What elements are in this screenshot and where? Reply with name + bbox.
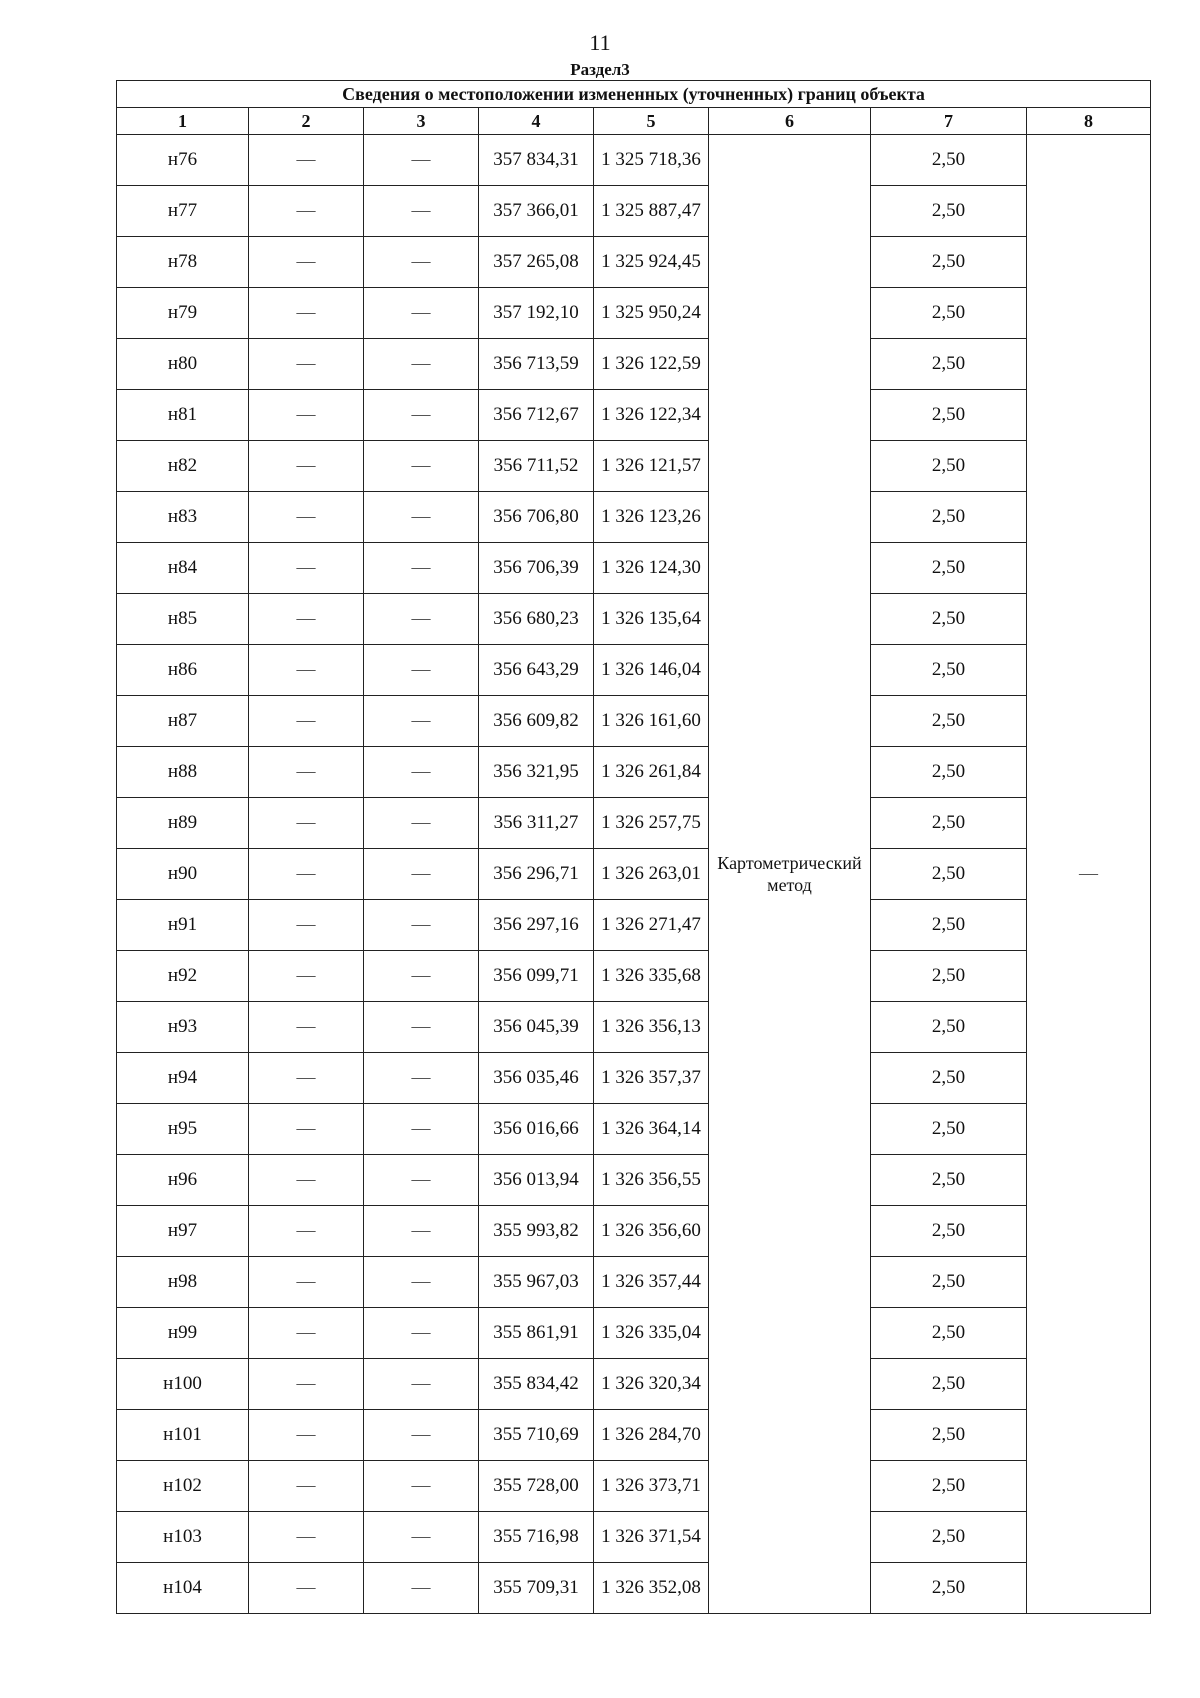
- col2-cell: —: [249, 1410, 364, 1461]
- column-header: 4: [479, 108, 594, 135]
- y-coordinate-cell: 1 326 263,01: [594, 849, 709, 900]
- accuracy-cell: 2,50: [871, 747, 1027, 798]
- col2-cell: —: [249, 492, 364, 543]
- point-id-cell: н89: [117, 798, 249, 849]
- col3-cell: —: [364, 1257, 479, 1308]
- col3-cell: —: [364, 594, 479, 645]
- x-coordinate-cell: 356 643,29: [479, 645, 594, 696]
- column-header: 3: [364, 108, 479, 135]
- accuracy-cell: 2,50: [871, 645, 1027, 696]
- table-row: [117, 1512, 1151, 1563]
- col3-cell: —: [364, 339, 479, 390]
- point-id-cell: н78: [117, 237, 249, 288]
- col3-cell: —: [364, 135, 479, 186]
- col3-cell: —: [364, 1002, 479, 1053]
- col3-cell: —: [364, 1308, 479, 1359]
- x-coordinate-cell: 355 709,31: [479, 1563, 594, 1614]
- point-id-cell: н84: [117, 543, 249, 594]
- point-id-cell: н87: [117, 696, 249, 747]
- point-id-cell: н97: [117, 1206, 249, 1257]
- table-row: [117, 1308, 1151, 1359]
- accuracy-cell: 2,50: [871, 441, 1027, 492]
- accuracy-cell: 2,50: [871, 135, 1027, 186]
- table-row: [117, 1257, 1151, 1308]
- x-coordinate-cell: 355 993,82: [479, 1206, 594, 1257]
- column-header: 7: [871, 108, 1027, 135]
- col2-cell: —: [249, 1155, 364, 1206]
- col2-cell: —: [249, 1563, 364, 1614]
- x-coordinate-cell: 355 710,69: [479, 1410, 594, 1461]
- col2-cell: —: [249, 1359, 364, 1410]
- x-coordinate-cell: 356 016,66: [479, 1104, 594, 1155]
- x-coordinate-cell: 357 192,10: [479, 288, 594, 339]
- col3-cell: —: [364, 237, 479, 288]
- col2-cell: —: [249, 1104, 364, 1155]
- x-coordinate-cell: 356 706,80: [479, 492, 594, 543]
- table-row: [117, 1359, 1151, 1410]
- col3-cell: —: [364, 696, 479, 747]
- point-id-cell: н92: [117, 951, 249, 1002]
- table-row: [117, 1563, 1151, 1614]
- accuracy-cell: 2,50: [871, 696, 1027, 747]
- column-header-row: [117, 108, 1151, 135]
- x-coordinate-cell: 357 265,08: [479, 237, 594, 288]
- point-id-cell: н95: [117, 1104, 249, 1155]
- y-coordinate-cell: 1 326 123,26: [594, 492, 709, 543]
- col3-cell: —: [364, 1104, 479, 1155]
- accuracy-cell: 2,50: [871, 1002, 1027, 1053]
- table-row: [117, 594, 1151, 645]
- y-coordinate-cell: 1 325 718,36: [594, 135, 709, 186]
- col3-cell: —: [364, 1053, 479, 1104]
- col2-cell: —: [249, 135, 364, 186]
- x-coordinate-cell: 356 297,16: [479, 900, 594, 951]
- col3-cell: —: [364, 1461, 479, 1512]
- table-row: [117, 1410, 1151, 1461]
- table-row: [117, 798, 1151, 849]
- x-coordinate-cell: 355 728,00: [479, 1461, 594, 1512]
- accuracy-cell: 2,50: [871, 849, 1027, 900]
- y-coordinate-cell: 1 326 257,75: [594, 798, 709, 849]
- x-coordinate-cell: 356 609,82: [479, 696, 594, 747]
- point-id-cell: н77: [117, 186, 249, 237]
- y-coordinate-cell: 1 326 356,60: [594, 1206, 709, 1257]
- accuracy-cell: 2,50: [871, 492, 1027, 543]
- col2-cell: —: [249, 441, 364, 492]
- col3-cell: —: [364, 390, 479, 441]
- point-id-cell: н98: [117, 1257, 249, 1308]
- x-coordinate-cell: 357 834,31: [479, 135, 594, 186]
- point-id-cell: н99: [117, 1308, 249, 1359]
- col3-cell: —: [364, 1410, 479, 1461]
- point-id-cell: н76: [117, 135, 249, 186]
- point-id-cell: н82: [117, 441, 249, 492]
- table-body: [117, 135, 1151, 1614]
- y-coordinate-cell: 1 325 950,24: [594, 288, 709, 339]
- y-coordinate-cell: 1 326 373,71: [594, 1461, 709, 1512]
- point-id-cell: н86: [117, 645, 249, 696]
- col3-cell: —: [364, 951, 479, 1002]
- x-coordinate-cell: 356 035,46: [479, 1053, 594, 1104]
- y-coordinate-cell: 1 326 335,68: [594, 951, 709, 1002]
- accuracy-cell: 2,50: [871, 339, 1027, 390]
- point-id-cell: н88: [117, 747, 249, 798]
- col2-cell: —: [249, 1257, 364, 1308]
- table-row: [117, 696, 1151, 747]
- table-row: [117, 951, 1151, 1002]
- y-coordinate-cell: 1 326 356,55: [594, 1155, 709, 1206]
- point-id-cell: н83: [117, 492, 249, 543]
- x-coordinate-cell: 356 680,23: [479, 594, 594, 645]
- point-id-cell: н81: [117, 390, 249, 441]
- x-coordinate-cell: 356 013,94: [479, 1155, 594, 1206]
- col2-cell: —: [249, 798, 364, 849]
- table-row: [117, 339, 1151, 390]
- section-label: Раздел3: [570, 60, 630, 79]
- column-header: 5: [594, 108, 709, 135]
- col3-cell: —: [364, 543, 479, 594]
- y-coordinate-cell: 1 326 284,70: [594, 1410, 709, 1461]
- table-row: [117, 1155, 1151, 1206]
- x-coordinate-cell: 357 366,01: [479, 186, 594, 237]
- col3-cell: —: [364, 1359, 479, 1410]
- page-number: 11: [589, 30, 611, 55]
- col8-cell: —: [1027, 135, 1151, 1614]
- accuracy-cell: 2,50: [871, 900, 1027, 951]
- y-coordinate-cell: 1 326 320,34: [594, 1359, 709, 1410]
- table-row: [117, 747, 1151, 798]
- y-coordinate-cell: 1 326 261,84: [594, 747, 709, 798]
- table-row: [117, 186, 1151, 237]
- col3-cell: —: [364, 492, 479, 543]
- x-coordinate-cell: 355 861,91: [479, 1308, 594, 1359]
- accuracy-cell: 2,50: [871, 1410, 1027, 1461]
- col2-cell: —: [249, 951, 364, 1002]
- y-coordinate-cell: 1 326 352,08: [594, 1563, 709, 1614]
- point-id-cell: н96: [117, 1155, 249, 1206]
- col3-cell: —: [364, 1155, 479, 1206]
- y-coordinate-cell: 1 326 135,64: [594, 594, 709, 645]
- y-coordinate-cell: 1 326 122,34: [594, 390, 709, 441]
- x-coordinate-cell: 355 967,03: [479, 1257, 594, 1308]
- point-id-cell: н93: [117, 1002, 249, 1053]
- y-coordinate-cell: 1 325 924,45: [594, 237, 709, 288]
- accuracy-cell: 2,50: [871, 1512, 1027, 1563]
- accuracy-cell: 2,50: [871, 288, 1027, 339]
- boundary-table: [116, 80, 1151, 1614]
- x-coordinate-cell: 356 045,39: [479, 1002, 594, 1053]
- accuracy-cell: 2,50: [871, 1053, 1027, 1104]
- col3-cell: —: [364, 849, 479, 900]
- col3-cell: —: [364, 798, 479, 849]
- x-coordinate-cell: 356 311,27: [479, 798, 594, 849]
- accuracy-cell: 2,50: [871, 1206, 1027, 1257]
- accuracy-cell: 2,50: [871, 951, 1027, 1002]
- y-coordinate-cell: 1 326 161,60: [594, 696, 709, 747]
- point-id-cell: н104: [117, 1563, 249, 1614]
- table-row: [117, 849, 1151, 900]
- point-id-cell: н94: [117, 1053, 249, 1104]
- col2-cell: —: [249, 1206, 364, 1257]
- table-row: [117, 237, 1151, 288]
- y-coordinate-cell: 1 326 122,59: [594, 339, 709, 390]
- col2-cell: —: [249, 339, 364, 390]
- x-coordinate-cell: 355 834,42: [479, 1359, 594, 1410]
- col3-cell: —: [364, 288, 479, 339]
- table-row: [117, 1053, 1151, 1104]
- point-id-cell: н102: [117, 1461, 249, 1512]
- col2-cell: —: [249, 1512, 364, 1563]
- col2-cell: —: [249, 849, 364, 900]
- column-header: 6: [709, 108, 871, 135]
- x-coordinate-cell: 356 713,59: [479, 339, 594, 390]
- accuracy-cell: 2,50: [871, 798, 1027, 849]
- x-coordinate-cell: 356 099,71: [479, 951, 594, 1002]
- col3-cell: —: [364, 186, 479, 237]
- method-cell: Картометрический метод: [709, 135, 871, 1614]
- x-coordinate-cell: 356 321,95: [479, 747, 594, 798]
- column-header: 8: [1027, 108, 1151, 135]
- y-coordinate-cell: 1 326 357,37: [594, 1053, 709, 1104]
- x-coordinate-cell: 356 296,71: [479, 849, 594, 900]
- accuracy-cell: 2,50: [871, 594, 1027, 645]
- col2-cell: —: [249, 645, 364, 696]
- table-row: [117, 900, 1151, 951]
- y-coordinate-cell: 1 325 887,47: [594, 186, 709, 237]
- y-coordinate-cell: 1 326 271,47: [594, 900, 709, 951]
- column-header: 2: [249, 108, 364, 135]
- y-coordinate-cell: 1 326 121,57: [594, 441, 709, 492]
- accuracy-cell: 2,50: [871, 1359, 1027, 1410]
- point-id-cell: н80: [117, 339, 249, 390]
- table-title-row: [117, 81, 1151, 108]
- table-row: [117, 1206, 1151, 1257]
- y-coordinate-cell: 1 326 364,14: [594, 1104, 709, 1155]
- col2-cell: —: [249, 390, 364, 441]
- col2-cell: —: [249, 594, 364, 645]
- col3-cell: —: [364, 1563, 479, 1614]
- y-coordinate-cell: 1 326 357,44: [594, 1257, 709, 1308]
- y-coordinate-cell: 1 326 356,13: [594, 1002, 709, 1053]
- point-id-cell: н85: [117, 594, 249, 645]
- col2-cell: —: [249, 543, 364, 594]
- table-row: [117, 1104, 1151, 1155]
- point-id-cell: н90: [117, 849, 249, 900]
- col2-cell: —: [249, 1461, 364, 1512]
- table-row: [117, 390, 1151, 441]
- y-coordinate-cell: 1 326 124,30: [594, 543, 709, 594]
- col3-cell: —: [364, 1512, 479, 1563]
- col2-cell: —: [249, 186, 364, 237]
- point-id-cell: н101: [117, 1410, 249, 1461]
- x-coordinate-cell: 356 706,39: [479, 543, 594, 594]
- table-row: [117, 492, 1151, 543]
- col2-cell: —: [249, 696, 364, 747]
- accuracy-cell: 2,50: [871, 543, 1027, 594]
- accuracy-cell: 2,50: [871, 186, 1027, 237]
- table-row: [117, 1461, 1151, 1512]
- y-coordinate-cell: 1 326 371,54: [594, 1512, 709, 1563]
- x-coordinate-cell: 355 716,98: [479, 1512, 594, 1563]
- accuracy-cell: 2,50: [871, 1155, 1027, 1206]
- accuracy-cell: 2,50: [871, 1308, 1027, 1359]
- accuracy-cell: 2,50: [871, 1257, 1027, 1308]
- col2-cell: —: [249, 1308, 364, 1359]
- point-id-cell: н103: [117, 1512, 249, 1563]
- table-row: [117, 543, 1151, 594]
- col2-cell: —: [249, 288, 364, 339]
- table-row: [117, 1002, 1151, 1053]
- accuracy-cell: 2,50: [871, 1563, 1027, 1614]
- col2-cell: —: [249, 747, 364, 798]
- col2-cell: —: [249, 1053, 364, 1104]
- point-id-cell: н100: [117, 1359, 249, 1410]
- table-row: [117, 645, 1151, 696]
- accuracy-cell: 2,50: [871, 1104, 1027, 1155]
- col3-cell: —: [364, 900, 479, 951]
- y-coordinate-cell: 1 326 335,04: [594, 1308, 709, 1359]
- table-row: [117, 135, 1151, 186]
- accuracy-cell: 2,50: [871, 390, 1027, 441]
- col3-cell: —: [364, 441, 479, 492]
- point-id-cell: н79: [117, 288, 249, 339]
- col2-cell: —: [249, 900, 364, 951]
- table-row: [117, 441, 1151, 492]
- col3-cell: —: [364, 645, 479, 696]
- table-row: [117, 288, 1151, 339]
- y-coordinate-cell: 1 326 146,04: [594, 645, 709, 696]
- x-coordinate-cell: 356 711,52: [479, 441, 594, 492]
- column-header: 1: [117, 108, 249, 135]
- col2-cell: —: [249, 237, 364, 288]
- col2-cell: —: [249, 1002, 364, 1053]
- col3-cell: —: [364, 747, 479, 798]
- col3-cell: —: [364, 1206, 479, 1257]
- table-title: Сведения о местоположении измененных (уточненных) границ объекта: [117, 81, 1151, 108]
- point-id-cell: н91: [117, 900, 249, 951]
- accuracy-cell: 2,50: [871, 1461, 1027, 1512]
- accuracy-cell: 2,50: [871, 237, 1027, 288]
- x-coordinate-cell: 356 712,67: [479, 390, 594, 441]
